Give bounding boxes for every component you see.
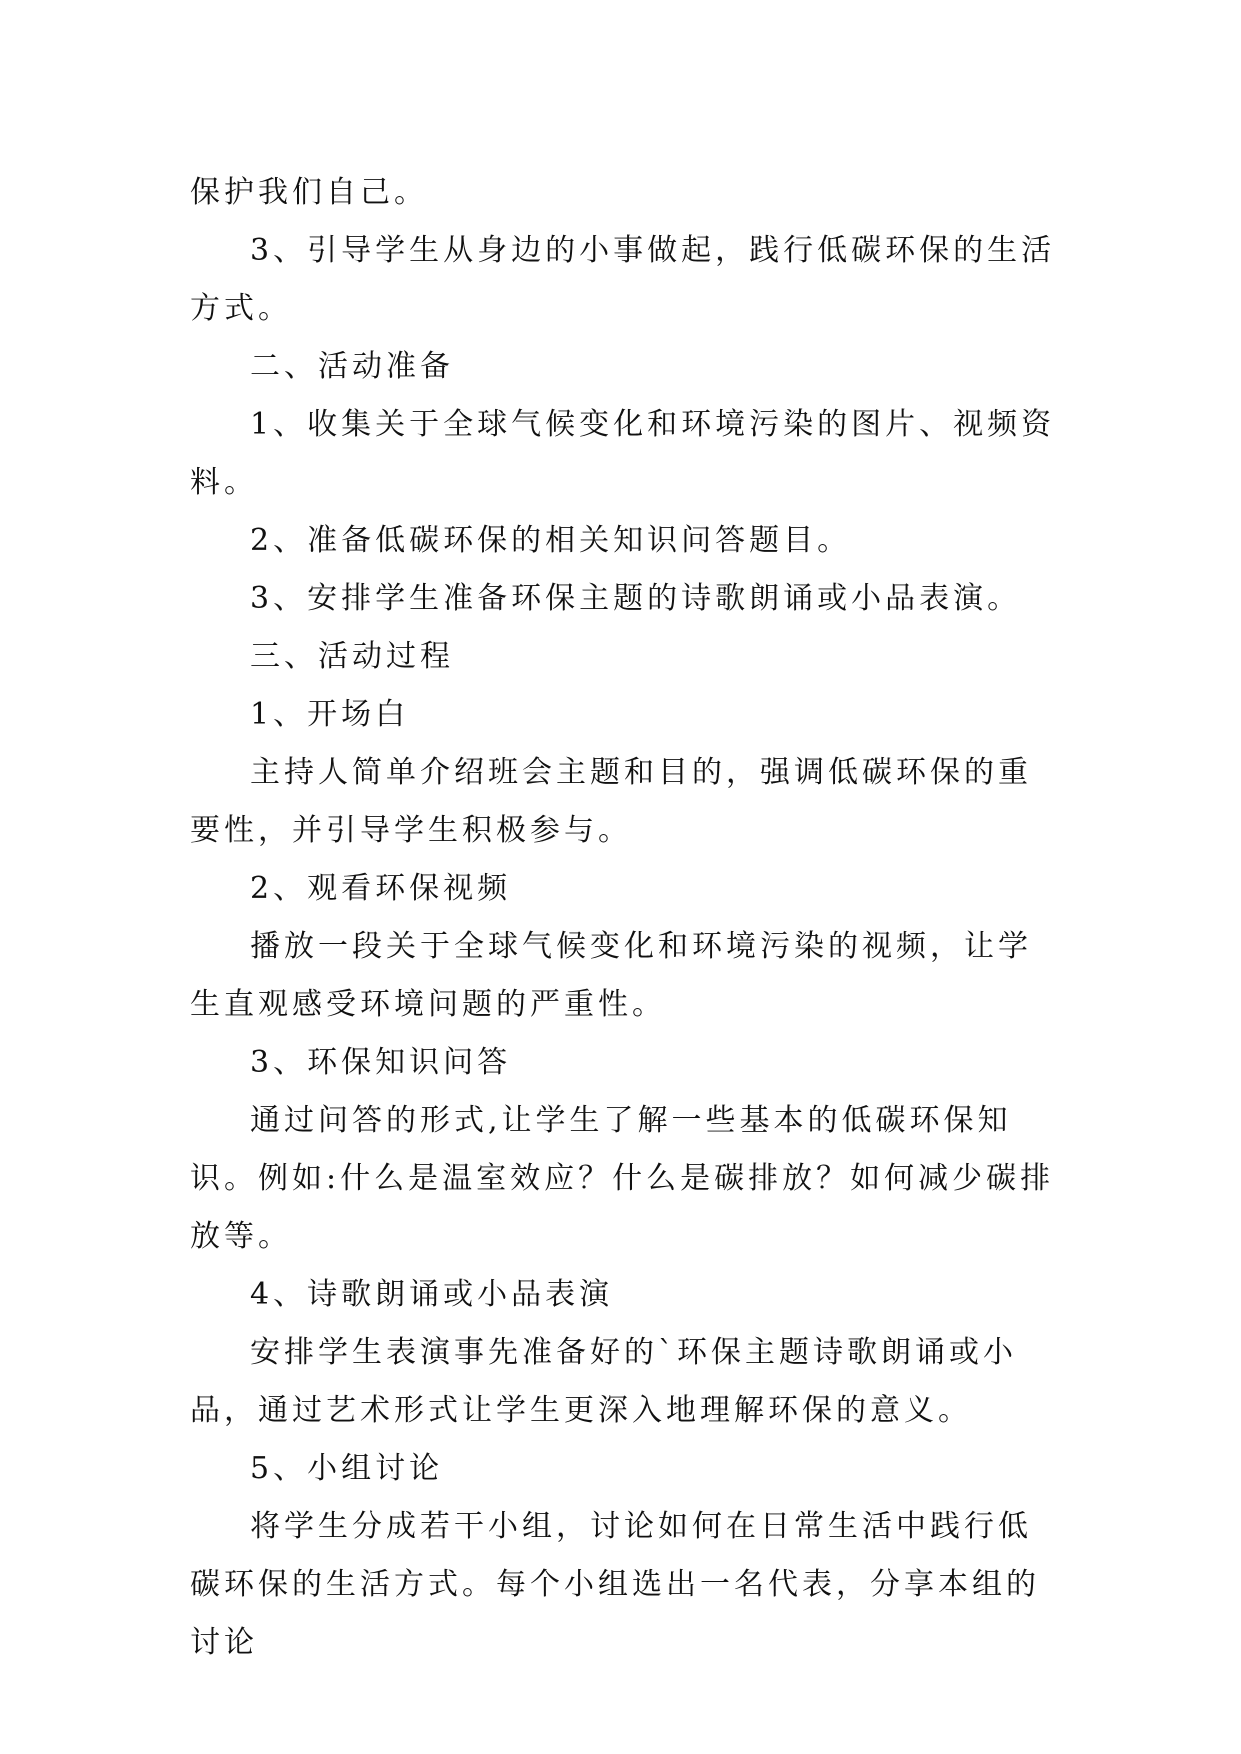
paragraph-video: 播放一段关于全球气候变化和环境污染的视频，让学生直观感受环境问题的严重性。 [190,929,1032,1022]
subheading-opening: 1、开场白 [250,697,410,732]
paragraph-opening: 主持人简单介绍班会主题和目的，强调低碳环保的重要性，并引导学生积极参与。 [190,755,1032,848]
section-heading-process: 三、活动过程 [250,639,454,674]
paragraph-preparation-1: 1、收集关于全球气候变化和环境污染的图片、视频资料。 [190,407,1056,500]
paragraph-preparation-2: 2、准备低碳环保的相关知识问答题目。 [250,523,852,558]
paragraph-discussion: 将学生分成若干小组，讨论如何在日常生活中践行低碳环保的生活方式。每个小组选出一名代表，分享本组的讨论 [190,1509,1040,1660]
document-page [190,164,1060,1672]
subheading-quiz: 3、环保知识问答 [250,1045,512,1080]
paragraph-preparation-3: 3、安排学生准备环保主题的诗歌朗诵或小品表演。 [250,581,1022,616]
paragraph-objective-3: 3、引导学生从身边的小事做起，践行低碳环保的生活方式。 [190,233,1056,326]
subheading-discussion: 5、小组讨论 [250,1451,444,1486]
section-heading-preparation: 二、活动准备 [250,349,454,384]
subheading-video: 2、观看环保视频 [250,871,512,906]
paragraph-continuation: 保护我们自己。 [190,175,428,210]
subheading-performance: 4、诗歌朗诵或小品表演 [250,1277,614,1312]
paragraph-quiz: 通过问答的形式,让学生了解一些基本的低碳环保知识。例如:什么是温室效应？什么是碳排放？如何减少碳排放等。 [190,1103,1055,1254]
paragraph-performance: 安排学生表演事先准备好的`环保主题诗歌朗诵或小品，通过艺术形式让学生更深入地理解环保的意义。 [190,1335,1017,1428]
